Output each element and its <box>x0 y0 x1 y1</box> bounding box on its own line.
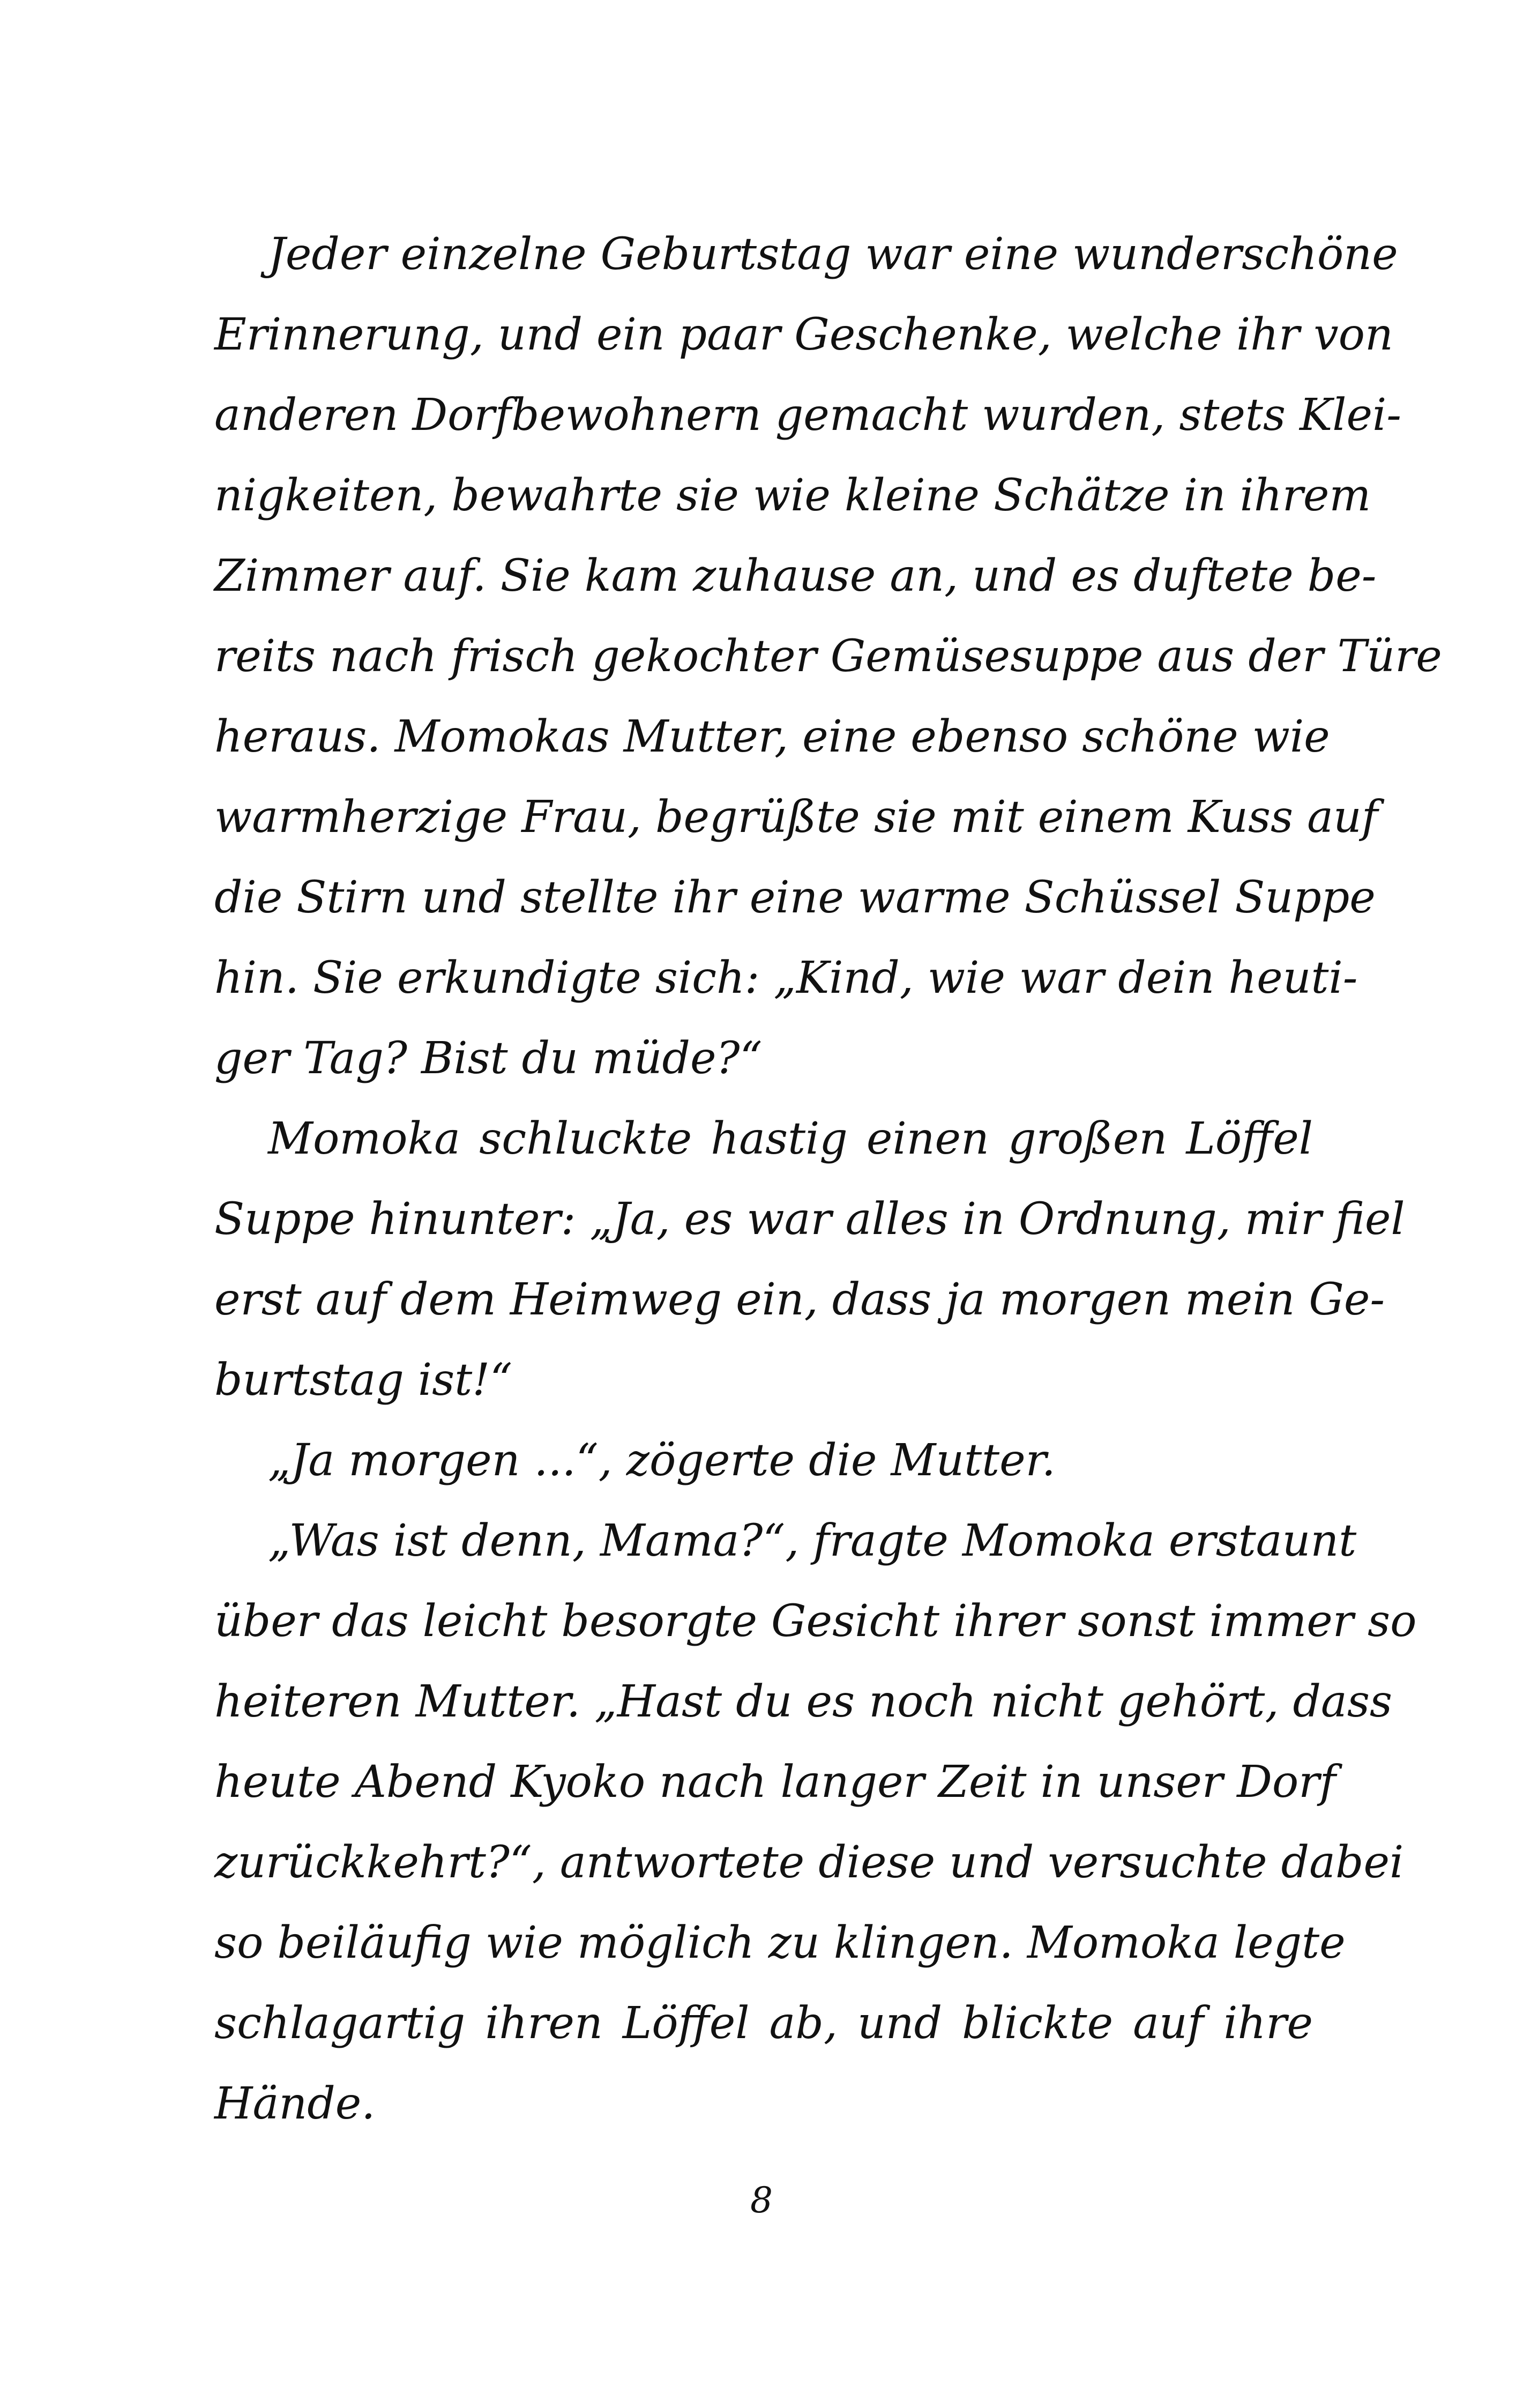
text-line: nigkeiten, bewahrte sie wie kleine Schätze in ihrem <box>214 470 1371 521</box>
text-line: die Stirn und stellte ihr eine warme Schüssel Suppe <box>214 872 1376 923</box>
text-line: ger Tag? Bist du müde?“ <box>214 1033 763 1084</box>
text-line: warmherzige Frau, begrüßte sie mit einem Kuss auf <box>214 792 1378 843</box>
text-line: Erinnerung, und ein paar Geschenke, welche ihr von <box>214 309 1393 360</box>
text-line: heute Abend Kyoko nach langer Zeit in unser Dorf <box>214 1757 1336 1808</box>
text-line: erst auf dem Heimweg ein, dass ja morgen mein Ge- <box>214 1274 1385 1325</box>
text-line: heiteren Mutter. „Hast du es noch nicht gehört, dass <box>214 1676 1392 1727</box>
text-line: „Ja morgen ...“, zögerte die Mutter. <box>268 1435 1056 1486</box>
text-line: hin. Sie erkundigte sich: „Kind, wie war dein heuti- <box>214 953 1358 1004</box>
text-line: heraus. Momokas Mutter, eine ebenso schöne wie <box>214 711 1330 762</box>
text-line: Momoka schluckte hastig einen großen Löffel <box>268 1113 1313 1164</box>
text-line: schlagartig ihren Löffel ab, und blickte auf ihre <box>214 1998 1313 2049</box>
text-line: Hände. <box>214 2078 376 2129</box>
body-text <box>214 214 1442 2144</box>
text-line: anderen Dorfbewohnern gemacht wurden, stets Klei- <box>214 390 1401 441</box>
text-line: zurückkehrt?“, antwortete diese und versuchte dabei <box>214 1837 1404 1888</box>
text-line: reits nach frisch gekochter Gemüsesuppe aus der Türe <box>214 631 1442 682</box>
text-line: Suppe hinunter: „Ja, es war alles in Ordnung, mir fiel <box>214 1194 1405 1245</box>
text-line: so beiläufig wie möglich zu klingen. Momoka legte <box>214 1918 1346 1968</box>
text-line: Zimmer auf. Sie kam zuhause an, und es duftete be- <box>214 551 1377 601</box>
text-line: „Was ist denn, Mama?“, fragte Momoka erstaunt <box>268 1515 1357 1566</box>
page-number: 8 <box>750 2180 773 2221</box>
text-line: über das leicht besorgte Gesicht ihrer sonst immer so <box>214 1596 1417 1647</box>
text-line: Jeder einzelne Geburtstag war eine wunderschöne <box>268 229 1398 280</box>
text-line: burtstag ist!“ <box>214 1355 513 1406</box>
